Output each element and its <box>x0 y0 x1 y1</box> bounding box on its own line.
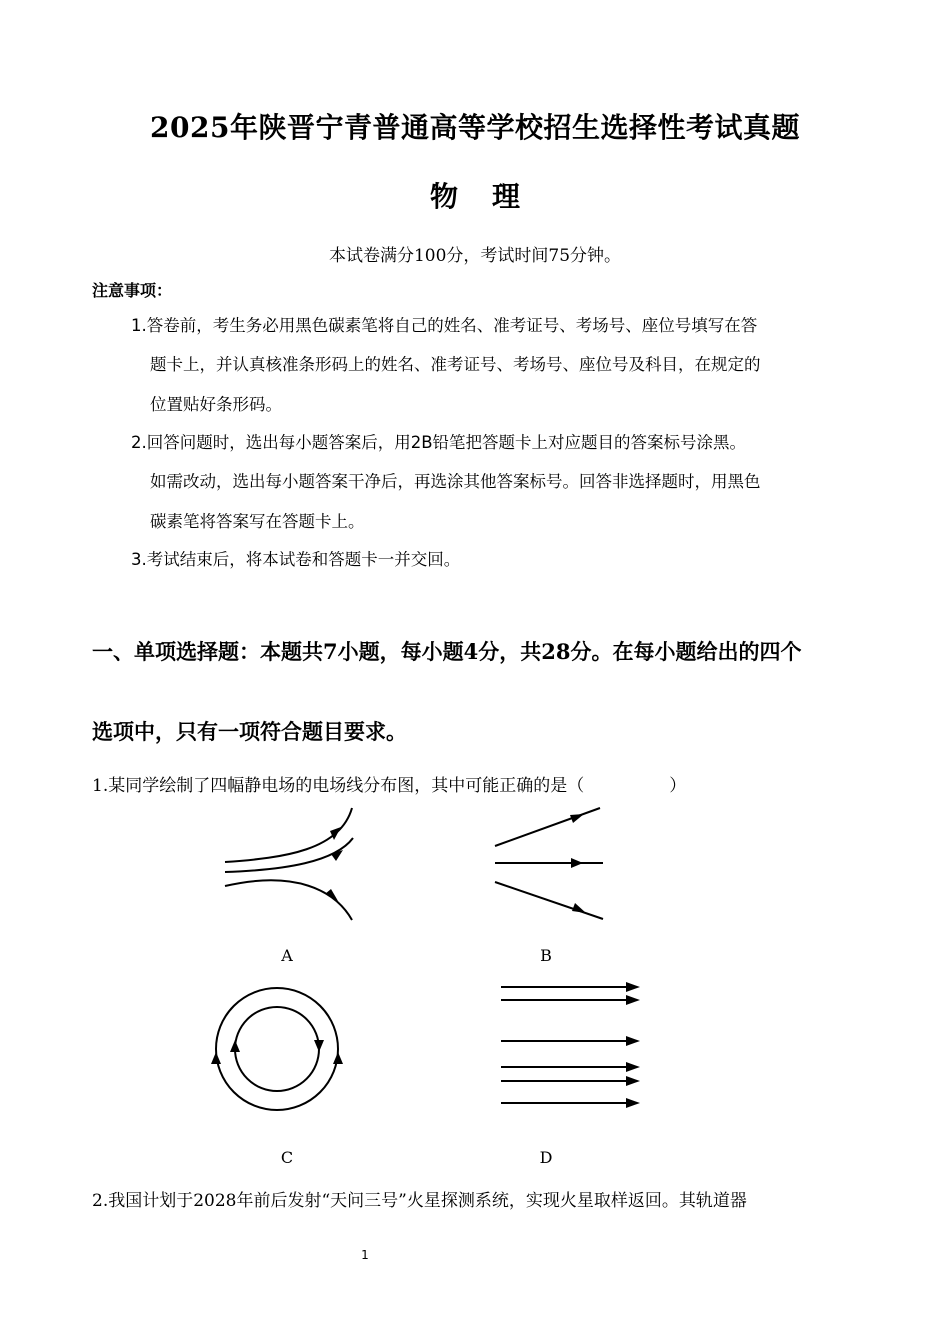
figure-c-arrow-inner-left <box>230 1040 240 1052</box>
figure-b-arrow-bottom <box>572 903 586 913</box>
notice-heading: 注意事项： <box>92 281 173 300</box>
figure-a-field-lines <box>215 800 365 930</box>
question-2-stem: 2.我国计划于2028年前后发射“天问三号”火星探测系统，实现火星取样返回。其轨道器 <box>92 1191 747 1211</box>
figure-c-arrow-outer-right <box>333 1052 343 1064</box>
page-number: 1 <box>361 1248 369 1262</box>
figure-d-arrow-2 <box>626 995 640 1005</box>
figure-c-field-lines <box>210 980 350 1120</box>
figure-c-label: C <box>280 1148 294 1167</box>
figure-c-arrow-outer-left <box>211 1052 221 1064</box>
figure-b-line-top <box>495 808 600 846</box>
figure-a-arrow-top <box>330 827 341 840</box>
page-title: 2025年陕晋宁青普通高等学校招生选择性考试真题 <box>150 111 800 144</box>
figure-d-arrow-4 <box>626 1062 640 1072</box>
notice-item-3-line-1: 3.考试结束后，将本试卷和答题卡一并交回。 <box>131 550 461 569</box>
figure-b-label: B <box>540 946 552 965</box>
notice-item-2-line-1: 2.回答问题时，选出每小题答案后，用2B铅笔把答题卡上对应题目的答案标号涂黑。 <box>131 433 747 452</box>
question-1-stem: 1.某同学绘制了四幅静电场的电场线分布图，其中可能正确的是（ ） <box>92 776 687 796</box>
figure-d-field-lines <box>495 980 655 1110</box>
figure-d-label: D <box>539 1148 553 1167</box>
notice-item-1-line-3: 位置贴好条形码。 <box>150 395 282 414</box>
figure-b-arrow-middle <box>571 858 583 868</box>
figure-a-label: A <box>281 946 293 965</box>
notice-item-1-line-2: 题卡上，并认真核准条形码上的姓名、准考证号、考场号、座位号及科目，在规定的 <box>150 355 761 374</box>
figure-b-line-bottom <box>495 882 603 919</box>
figure-d-arrow-5 <box>626 1076 640 1086</box>
subject-title: 物理 <box>429 180 554 213</box>
figure-b-field-lines <box>485 800 615 930</box>
figure-a-line-bottom <box>225 880 352 920</box>
figure-d-arrow-6 <box>626 1098 640 1108</box>
figure-d-arrow-1 <box>626 982 640 992</box>
figure-c-arrow-inner-right <box>314 1040 324 1052</box>
exam-info: 本试卷满分100分，考试时间75分钟。 <box>328 246 622 266</box>
figure-d-arrow-3 <box>626 1036 640 1046</box>
section-heading-line-2: 选项中，只有一项符合题目要求。 <box>92 719 407 744</box>
section-heading-line-1: 一、单项选择题：本题共7小题，每小题4分，共28分。在每小题给出的四个 <box>92 639 802 664</box>
figure-b-arrow-top <box>570 814 584 823</box>
figure-c-inner-circle <box>235 1007 319 1091</box>
notice-item-1-line-1: 1.答卷前，考生务必用黑色碳素笔将自己的姓名、准考证号、考场号、座位号填写在答 <box>131 316 758 335</box>
figure-a-arrow-bottom <box>325 889 338 901</box>
notice-item-2-line-3: 碳素笔将答案写在答题卡上。 <box>150 512 365 531</box>
notice-item-2-line-2: 如需改动，选出每小题答案干净后，再选涂其他答案标号。回答非选择题时，用黑色 <box>150 472 761 491</box>
